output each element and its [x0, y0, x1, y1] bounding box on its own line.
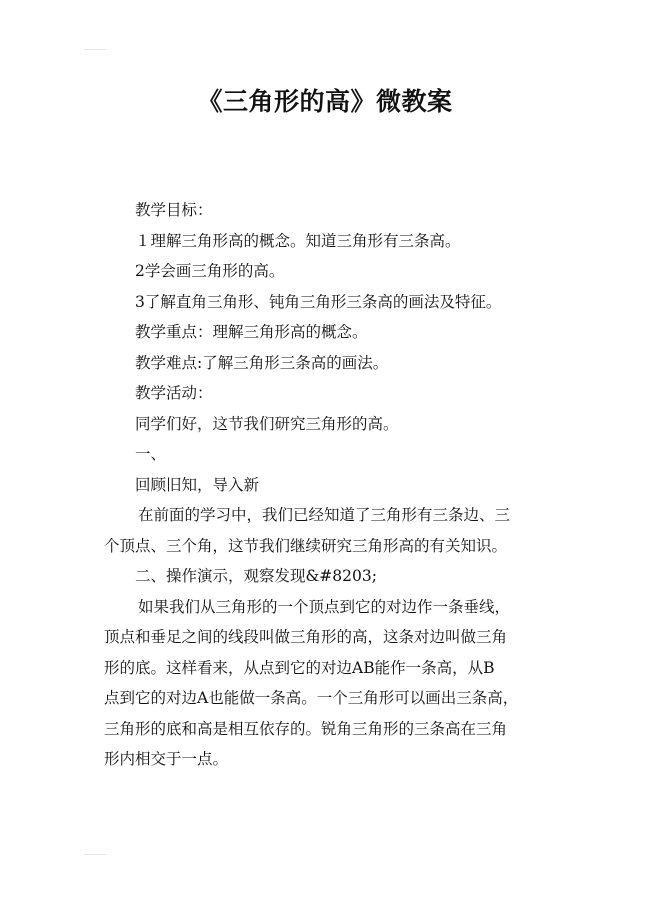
- activities-heading: 教学活动：: [135, 384, 213, 402]
- section-one-heading: 回顾旧知，导入新: [135, 475, 260, 494]
- demo-paragraph-line-2: 顶点和垂足之间的线段叫做三角形的高，这条对边叫做三角: [104, 628, 508, 646]
- document-title: 《三角形的高》微教案: [197, 87, 453, 116]
- section-two-heading: 二、操作演示，观察发现&#8203;: [135, 567, 377, 585]
- demo-paragraph-line-6: 形内相交于一点。: [104, 750, 229, 768]
- objectives-heading: 教学目标：: [135, 201, 213, 219]
- review-paragraph-line-2: 个顶点、三个角，这节我们继续研究三角形高的有关知识。: [104, 536, 508, 555]
- review-paragraph-line-1: 在前面的学习中，我们已经知道了三角形有三条边、三: [138, 506, 511, 524]
- objective-item-1: １理解三角形高的概念。知道三角形有三条高。: [135, 231, 461, 250]
- demo-paragraph-line-3: 形的底。这样看来，从点到它的对边AB能作一条高，从B: [104, 658, 495, 677]
- greeting-line: 同学们好，这节我们研究三角形的高。: [135, 414, 399, 433]
- demo-paragraph-line-5: 三角形的底和高是相互依存的。锐角三角形的三条高在三角: [104, 719, 508, 738]
- demo-paragraph-line-1: 如果我们从三角形的一个顶点到它的对边作一条垂线，: [138, 597, 511, 616]
- corner-mark-bottom-left: [84, 854, 106, 855]
- objective-item-3: 3了解直角三角形、钝角三角形三条高的画法及特征。: [135, 292, 502, 311]
- objective-item-2: 2学会画三角形的高。: [135, 262, 285, 280]
- corner-mark-top-left: [84, 49, 106, 50]
- demo-paragraph-line-4: 点到它的对边A也能做一条高。一个三角形可以画出三条高，: [104, 689, 519, 707]
- document-body: [104, 195, 560, 775]
- difficult-point: 教学难点:了解三角形三条高的画法。: [135, 353, 389, 372]
- section-one-number: 一、: [135, 445, 167, 463]
- key-point: 教学重点：理解三角形高的概念。: [135, 323, 368, 341]
